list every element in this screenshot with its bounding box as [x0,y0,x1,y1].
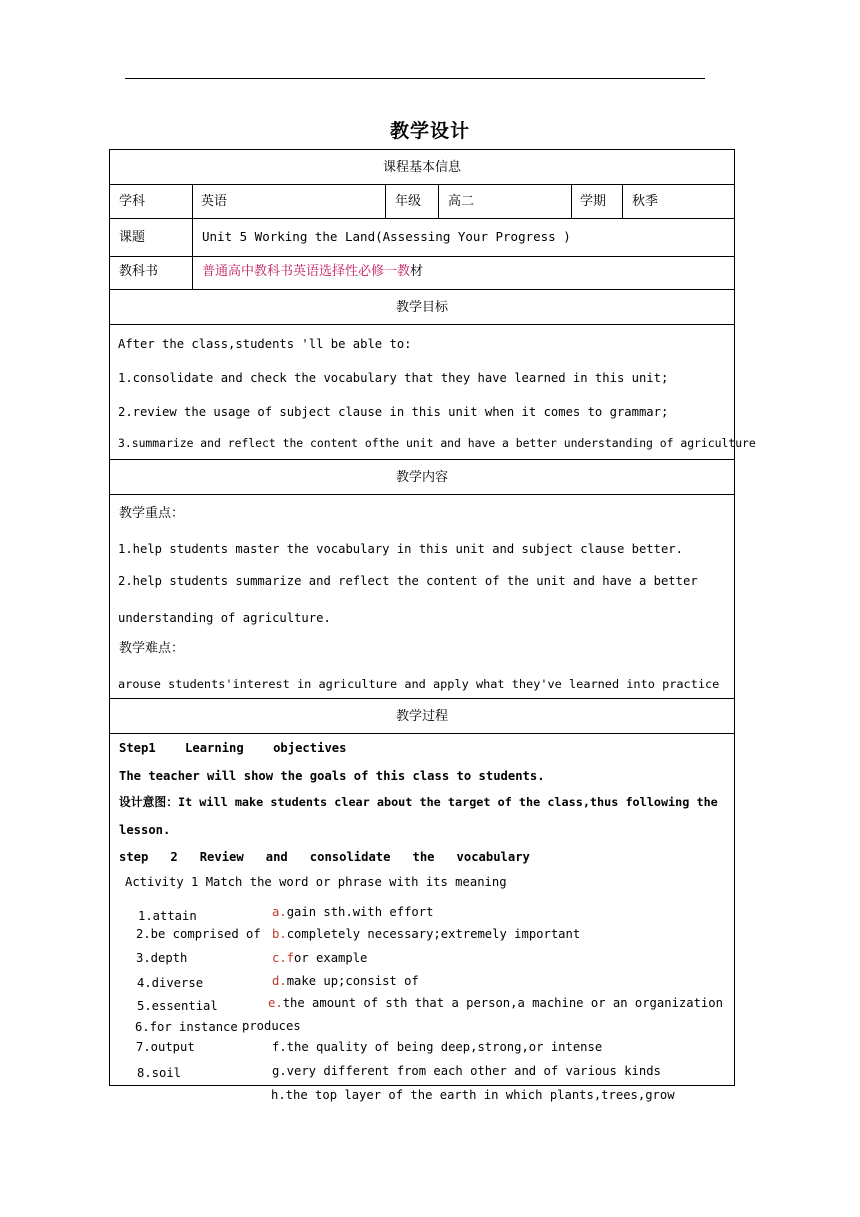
word-item: 2.be comprised of [136,927,261,941]
subject-label: 学科 [119,194,146,209]
key-point-2: 2.help students summarize and reflect the content of the unit and have a better [118,574,698,588]
word-item: 1.attain [138,909,197,923]
col-divider [192,184,193,289]
row-divider [110,256,734,257]
subject-value: 英语 [201,194,228,209]
step1-description: The teacher will show the goals of this class to students. [119,769,545,783]
meaning-letter: c.f [272,951,295,965]
row-divider [110,698,734,699]
design-intent [119,797,718,809]
lesson-plan-table [109,149,756,1086]
objectives-header: 教学目标 [395,300,448,315]
textbook-suffix: 材 [410,264,424,279]
grade-label: 年级 [395,194,422,209]
design-intent-cont: lesson. [119,823,171,837]
textbook-label: 教科书 [119,264,159,279]
row-divider [110,289,734,290]
activity1-title: Activity 1 Match the word or phrase with its meaning [125,875,507,889]
key-point-2-cont: understanding of agriculture. [118,611,331,625]
content-header: 教学内容 [395,470,448,485]
textbook-title: 普通高中教科书英语选择性必修一教 [202,264,411,279]
objective-item: 2.review the usage of subject clause in this unit when it comes to grammar; [118,405,669,419]
topic-value: Unit 5 Working the Land(Assessing Your Progress ) [202,229,571,244]
meaning-text: gain sth.with effort [286,905,434,919]
word-item: 7.output [136,1040,195,1054]
meaning-item: g.very different from each other and of various kinds [272,1064,661,1078]
design-intent-label: 设计意图： [119,795,178,809]
row-divider [110,733,734,734]
meaning-item: produces [242,1019,301,1033]
process-header: 教学过程 [395,709,448,724]
word-item: 4.diverse [137,976,204,990]
meaning-letter: a. [272,905,287,919]
meaning-text: the amount of sth that a person,a machine or an organization [282,996,723,1010]
meaning-item [272,952,367,964]
meaning-text: make up;consist of [286,974,419,988]
document-title: 教学设计 [389,120,470,142]
step1-title: Step1 Learning objectives [119,741,347,755]
design-intent-text: It will make students clear about the target of the class,thus following the [178,795,718,809]
meaning-item [268,997,723,1009]
meaning-item [272,975,419,987]
row-divider [110,218,734,219]
row-divider [110,184,734,185]
meaning-letter: d. [272,974,287,988]
key-point-1: 1.help students master the vocabulary in this unit and subject clause better. [118,542,683,556]
difficulty-text: arouse students'interest in agriculture and apply what they've learned into practice [118,677,720,691]
objective-item: 1.consolidate and check the vocabulary that they have learned in this unit; [118,371,669,385]
header-rule [125,78,705,79]
col-divider [622,184,623,218]
grade-value: 高二 [448,194,475,209]
term-label: 学期 [580,194,607,209]
meaning-letter: b. [272,927,287,941]
meaning-text: completely necessary;extremely important [286,927,581,941]
objectives-intro: After the class,students 'll be able to: [118,337,412,351]
col-divider [438,184,439,218]
term-value: 秋季 [632,194,659,209]
basic-info-header: 课程基本信息 [382,160,461,175]
word-item: 8.soil [137,1066,182,1080]
topic-label: 课题 [119,230,146,245]
textbook-value [202,265,423,278]
key-points-label: 教学重点： [119,506,185,521]
word-item: 6.for instance [135,1020,238,1034]
meaning-item: f.the quality of being deep,strong,or intense [272,1040,603,1054]
meaning-text: or example [294,951,368,965]
row-divider [110,324,734,325]
row-divider [110,494,734,495]
difficulty-label: 教学难点： [119,641,185,656]
col-divider [571,184,572,218]
word-item: 3.depth [136,951,188,965]
step2-title: step 2 Review and consolidate the vocabulary [119,850,530,864]
objective-item: 3.summarize and reflect the content ofthe unit and have a better understanding of agriculture [118,436,756,450]
row-divider [110,459,734,460]
meaning-item [272,906,433,918]
meaning-item-overflow: h.the top layer of the earth in which plants,trees,grow [271,1088,675,1102]
meaning-item [272,928,580,940]
meaning-letter: e. [268,996,283,1010]
col-divider [385,184,386,218]
word-item: 5.essential [137,999,218,1013]
